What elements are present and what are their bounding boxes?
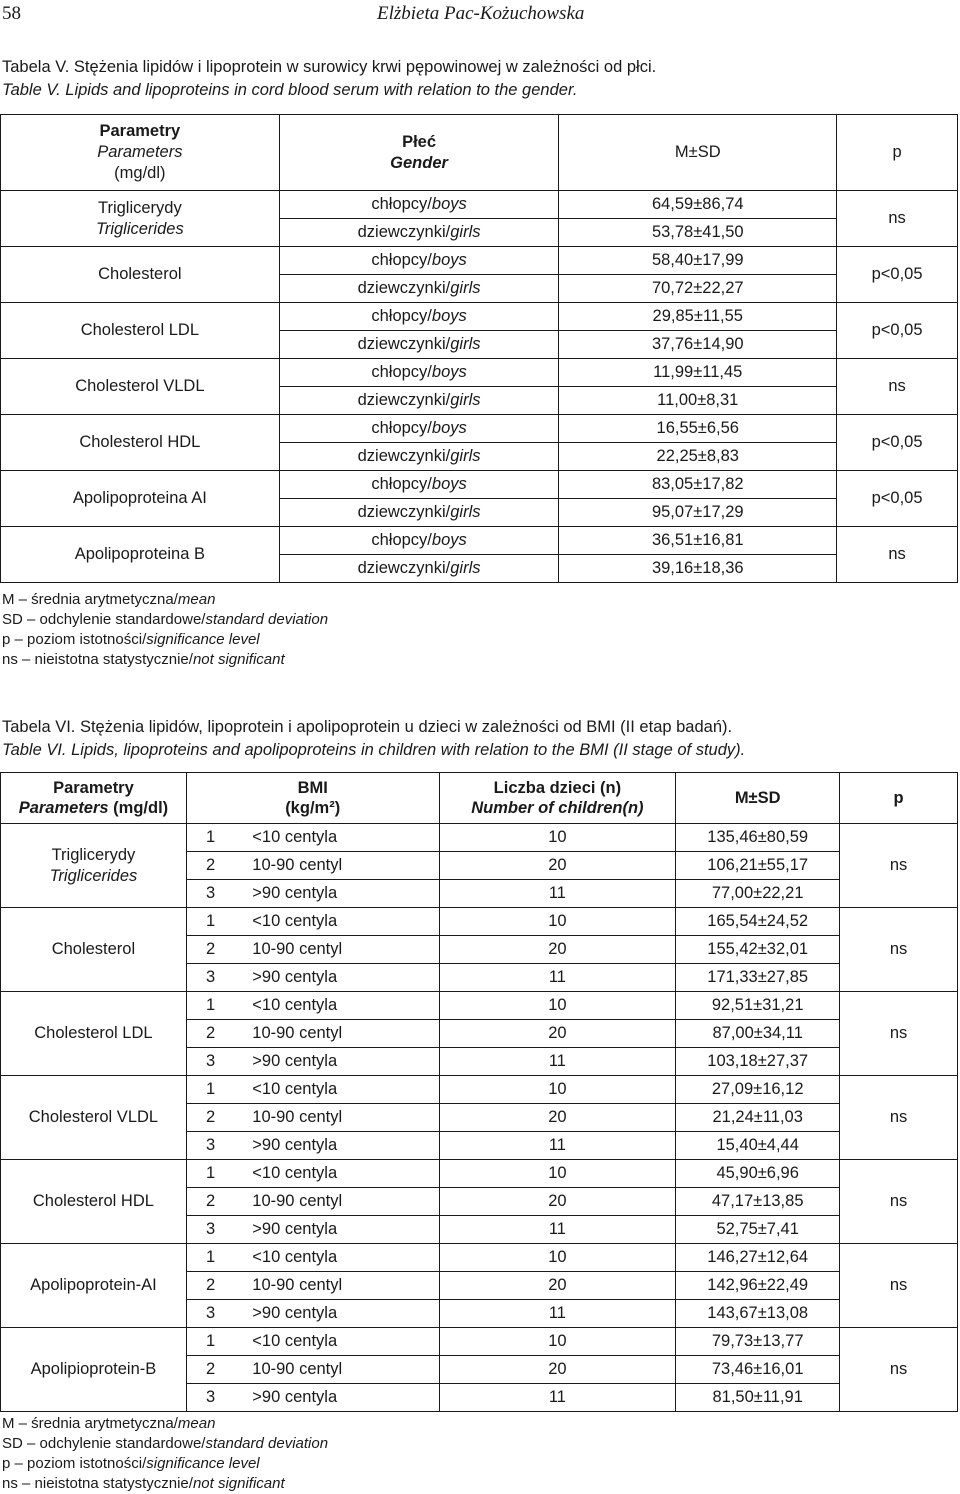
children-count: 20: [439, 1188, 676, 1216]
children-count: 11: [439, 1216, 676, 1244]
table6-header-row: [1, 773, 958, 824]
legend-text-en: not significant: [192, 1475, 285, 1492]
gender-pl: dziewczynki/: [357, 447, 451, 465]
gender-en: boys: [431, 195, 467, 213]
bmi-group-label: 10-90 centyl: [234, 852, 439, 880]
parameter-name: [1, 359, 280, 415]
gender-en: boys: [431, 475, 467, 493]
msd-value: 165,54±24,52: [676, 908, 840, 936]
table5-legend: [2, 590, 328, 670]
msd-value: 45,90±6,96: [676, 1160, 840, 1188]
bmi-group-number: 3: [186, 1048, 234, 1076]
gender-en: girls: [450, 559, 481, 577]
parameter-name: [1, 1160, 187, 1244]
bmi-group-label: 10-90 centyl: [234, 1104, 439, 1132]
bmi-group-label: >90 centyla: [234, 1048, 439, 1076]
gender-cell: [279, 471, 559, 499]
parameter-name: [1, 992, 187, 1076]
msd-value: 70,72±22,27: [559, 275, 837, 303]
gender-en: girls: [450, 279, 481, 297]
msd-value: 92,51±31,21: [676, 992, 840, 1020]
msd-value: 21,24±11,03: [676, 1104, 840, 1132]
bmi-group-label: 10-90 centyl: [234, 1356, 439, 1384]
parameter-name-pl: Cholesterol LDL: [34, 1024, 153, 1042]
gender-cell: [279, 527, 559, 555]
table6-header-count: Liczba dzieci (n) Number of children(n): [439, 773, 676, 824]
bmi-group-label: >90 centyla: [234, 1300, 439, 1328]
bmi-group-label: <10 centyla: [234, 824, 439, 852]
children-count: 11: [439, 964, 676, 992]
children-count: 11: [439, 1048, 676, 1076]
msd-value: 47,17±13,85: [676, 1188, 840, 1216]
bmi-group-number: 1: [186, 824, 234, 852]
bmi-group-label: >90 centyla: [234, 1132, 439, 1160]
gender-cell: [279, 415, 559, 443]
parameter-name: [1, 247, 280, 303]
msd-value: 142,96±22,49: [676, 1272, 840, 1300]
gender-pl: chłopcy/: [371, 475, 432, 493]
msd-value: 155,42±32,01: [676, 936, 840, 964]
table-row: [1, 415, 958, 443]
msd-value: 27,09±16,12: [676, 1076, 840, 1104]
legend-text-en: significance level: [146, 1455, 260, 1472]
table-row: [1, 824, 958, 852]
gender-pl: dziewczynki/: [357, 559, 451, 577]
parameter-name: [1, 527, 280, 583]
children-count: 20: [439, 1272, 676, 1300]
bmi-group-number: 3: [186, 964, 234, 992]
msd-value: 87,00±34,11: [676, 1020, 840, 1048]
parameter-name: [1, 1076, 187, 1160]
gender-en: girls: [450, 447, 481, 465]
children-count: 20: [439, 936, 676, 964]
gender-cell: [279, 555, 559, 583]
gender-pl: dziewczynki/: [357, 279, 451, 297]
bmi-group-number: 2: [186, 1272, 234, 1300]
p-value: ns: [837, 359, 958, 415]
parameter-name-pl: Apolipioprotein-B: [30, 1360, 157, 1378]
parameter-name-pl: Apolipoproteina AI: [72, 489, 207, 507]
parameter-name-pl: Cholesterol LDL: [80, 321, 199, 339]
children-count: 20: [439, 1020, 676, 1048]
children-count: 20: [439, 1356, 676, 1384]
bmi-group-number: 3: [186, 1300, 234, 1328]
legend-text-pl: M – średnia arytmetyczna/: [2, 591, 178, 608]
legend-item: [2, 630, 328, 650]
gender-cell: [279, 359, 559, 387]
table5-caption-pl: Tabela V. Stężenia lipidów i lipoprotein w surowicy krwi pępowinowej w zależności od płci.: [2, 58, 657, 76]
table5-header-parameters: Parametry Parameters (mg/dl): [1, 115, 280, 191]
legend-item: [2, 1474, 328, 1494]
bmi-group-label: 10-90 centyl: [234, 1272, 439, 1300]
gender-pl: chłopcy/: [371, 363, 432, 381]
table6-header-msd: M±SD: [676, 773, 840, 824]
gender-cell: [279, 191, 559, 219]
children-count: 20: [439, 1104, 676, 1132]
gender-en: girls: [450, 503, 481, 521]
legend-text-pl: p – poziom istotności/: [2, 1455, 147, 1472]
children-count: 11: [439, 1132, 676, 1160]
msd-value: 16,55±6,56: [559, 415, 837, 443]
parameter-name-pl: Cholesterol VLDL: [28, 1108, 159, 1126]
children-count: 10: [439, 824, 676, 852]
gender-pl: chłopcy/: [371, 419, 432, 437]
bmi-group-label: >90 centyla: [234, 880, 439, 908]
gender-pl: dziewczynki/: [357, 503, 451, 521]
children-count: 10: [439, 1076, 676, 1104]
gender-pl: dziewczynki/: [357, 391, 451, 409]
children-count: 10: [439, 1160, 676, 1188]
gender-cell: [279, 303, 559, 331]
gender-en: girls: [450, 223, 481, 241]
parameter-name-pl: Cholesterol HDL: [79, 433, 201, 451]
msd-value: 103,18±27,37: [676, 1048, 840, 1076]
bmi-group-label: <10 centyla: [234, 1076, 439, 1104]
gender-pl: chłopcy/: [371, 195, 432, 213]
legend-item: [2, 650, 328, 670]
bmi-group-label: 10-90 centyl: [234, 1020, 439, 1048]
bmi-group-number: 2: [186, 936, 234, 964]
gender-cell: [279, 219, 559, 247]
table-row: [1, 303, 958, 331]
bmi-group-number: 3: [186, 1132, 234, 1160]
parameter-name-pl: Cholesterol: [98, 265, 182, 283]
legend-item: [2, 610, 328, 630]
children-count: 20: [439, 852, 676, 880]
bmi-group-number: 1: [186, 908, 234, 936]
parameter-name: [1, 303, 280, 359]
parameter-name: [1, 191, 280, 247]
msd-value: 73,46±16,01: [676, 1356, 840, 1384]
p-value: ns: [840, 1076, 958, 1160]
parameter-name-pl: Triglicerydy: [97, 198, 182, 217]
legend-item: [2, 1454, 328, 1474]
bmi-group-label: <10 centyla: [234, 1160, 439, 1188]
parameter-name-en: Triglicerides: [49, 866, 138, 885]
bmi-group-label: 10-90 centyl: [234, 1188, 439, 1216]
table-row: [1, 359, 958, 387]
p-value: ns: [837, 191, 958, 247]
msd-value: 22,25±8,83: [559, 443, 837, 471]
table-row: [1, 527, 958, 555]
bmi-group-label: >90 centyla: [234, 964, 439, 992]
gender-en: boys: [431, 419, 467, 437]
bmi-group-label: >90 centyla: [234, 1384, 439, 1412]
msd-value: 64,59±86,74: [559, 191, 837, 219]
gender-pl: dziewczynki/: [357, 223, 451, 241]
msd-value: 37,76±14,90: [559, 331, 837, 359]
table-row: [1, 908, 958, 936]
parameter-name: [1, 1244, 187, 1328]
legend-text-en: standard deviation: [205, 1435, 329, 1452]
msd-value: 81,50±11,91: [676, 1384, 840, 1412]
bmi-group-label: <10 centyla: [234, 1328, 439, 1356]
table-row: [1, 191, 958, 219]
legend-text-pl: SD – odchylenie standardowe/: [2, 611, 206, 628]
p-value: ns: [840, 1244, 958, 1328]
msd-value: 146,27±12,64: [676, 1244, 840, 1272]
children-count: 10: [439, 1244, 676, 1272]
bmi-group-number: 1: [186, 1328, 234, 1356]
msd-value: 58,40±17,99: [559, 247, 837, 275]
table6-header-bmi: BMI (kg/m²): [186, 773, 439, 824]
gender-en: boys: [431, 363, 467, 381]
p-value: p<0,05: [837, 247, 958, 303]
bmi-group-number: 2: [186, 1104, 234, 1132]
table6-caption-en: Table VI. Lipids, lipoproteins and apolipoproteins in children with relation to the BMI (II stage of study).: [2, 741, 746, 759]
page-number: 58: [2, 3, 21, 24]
legend-item: [2, 1414, 328, 1434]
legend-text-en: mean: [177, 591, 216, 608]
parameter-name: [1, 1328, 187, 1412]
gender-pl: chłopcy/: [371, 531, 432, 549]
table5-header-row: [1, 115, 958, 191]
msd-value: 83,05±17,82: [559, 471, 837, 499]
bmi-group-number: 3: [186, 880, 234, 908]
table5-header-p: p: [837, 115, 958, 191]
gender-en: boys: [431, 531, 467, 549]
msd-value: 15,40±4,44: [676, 1132, 840, 1160]
bmi-group-number: 2: [186, 1356, 234, 1384]
table-row: [1, 471, 958, 499]
p-value: ns: [840, 992, 958, 1076]
legend-text-en: significance level: [146, 631, 260, 648]
p-value: p<0,05: [837, 471, 958, 527]
bmi-group-label: <10 centyla: [234, 1244, 439, 1272]
legend-text-pl: p – poziom istotności/: [2, 631, 147, 648]
children-count: 10: [439, 992, 676, 1020]
msd-value: 143,67±13,08: [676, 1300, 840, 1328]
msd-value: 95,07±17,29: [559, 499, 837, 527]
bmi-group-label: <10 centyla: [234, 908, 439, 936]
children-count: 11: [439, 1300, 676, 1328]
table5-header-gender: Płeć Gender: [279, 115, 559, 191]
bmi-group-label: 10-90 centyl: [234, 936, 439, 964]
legend-item: [2, 590, 328, 610]
gender-cell: [279, 499, 559, 527]
gender-cell: [279, 331, 559, 359]
table6: [0, 772, 958, 1412]
parameter-name-pl: Apolipoprotein-AI: [30, 1276, 157, 1294]
legend-text-pl: SD – odchylenie standardowe/: [2, 1435, 206, 1452]
bmi-group-label: <10 centyla: [234, 992, 439, 1020]
p-value: ns: [840, 1328, 958, 1412]
parameter-name-en: Triglicerides: [95, 219, 184, 238]
table6-caption-pl: Tabela VI. Stężenia lipidów, lipoprotein i apolipoprotein u dzieci w zależności od BMI (II etap badań).: [2, 718, 733, 736]
p-value: p<0,05: [837, 415, 958, 471]
bmi-group-number: 1: [186, 992, 234, 1020]
parameter-name-pl: Cholesterol HDL: [32, 1192, 154, 1210]
gender-en: girls: [450, 391, 481, 409]
p-value: p<0,05: [837, 303, 958, 359]
msd-value: 77,00±22,21: [676, 880, 840, 908]
msd-value: 106,21±55,17: [676, 852, 840, 880]
gender-cell: [279, 387, 559, 415]
bmi-group-number: 1: [186, 1076, 234, 1104]
parameter-name: [1, 415, 280, 471]
bmi-group-number: 3: [186, 1216, 234, 1244]
table6-header-parameters: Parametry Parameters (mg/dl): [1, 773, 187, 824]
msd-value: 79,73±13,77: [676, 1328, 840, 1356]
table5: [0, 114, 958, 583]
parameter-name: [1, 824, 187, 908]
bmi-group-label: >90 centyla: [234, 1216, 439, 1244]
legend-item: [2, 1434, 328, 1454]
legend-text-pl: ns – nieistotna statystycznie/: [2, 1475, 193, 1492]
table-row: [1, 1244, 958, 1272]
bmi-group-number: 3: [186, 1384, 234, 1412]
gender-cell: [279, 247, 559, 275]
table6-header-p: p: [840, 773, 958, 824]
table5-caption-en: Table V. Lipids and lipoproteins in cord blood serum with relation to the gender.: [2, 81, 578, 99]
bmi-group-number: 2: [186, 1020, 234, 1048]
p-value: ns: [837, 527, 958, 583]
gender-pl: chłopcy/: [371, 307, 432, 325]
p-value: ns: [840, 824, 958, 908]
bmi-group-number: 2: [186, 1188, 234, 1216]
gender-en: boys: [431, 251, 467, 269]
table5-caption: [2, 56, 656, 102]
parameter-name-pl: Cholesterol VLDL: [75, 377, 205, 395]
parameter-name: [1, 471, 280, 527]
gender-pl: dziewczynki/: [357, 335, 451, 353]
children-count: 11: [439, 880, 676, 908]
msd-value: 11,99±11,45: [559, 359, 837, 387]
msd-value: 52,75±7,41: [676, 1216, 840, 1244]
bmi-group-number: 1: [186, 1160, 234, 1188]
table-row: [1, 247, 958, 275]
msd-value: 39,16±18,36: [559, 555, 837, 583]
msd-value: 29,85±11,55: [559, 303, 837, 331]
msd-value: 36,51±16,81: [559, 527, 837, 555]
gender-en: girls: [450, 335, 481, 353]
gender-pl: chłopcy/: [371, 251, 432, 269]
table-row: [1, 1160, 958, 1188]
table6-caption: [2, 716, 745, 762]
parameter-name-pl: Cholesterol: [51, 940, 136, 958]
legend-text-en: standard deviation: [205, 611, 329, 628]
legend-text-pl: M – średnia arytmetyczna/: [2, 1415, 178, 1432]
bmi-group-number: 2: [186, 852, 234, 880]
table-row: [1, 1076, 958, 1104]
children-count: 10: [439, 908, 676, 936]
msd-value: 171,33±27,85: [676, 964, 840, 992]
gender-cell: [279, 275, 559, 303]
legend-text-pl: ns – nieistotna statystycznie/: [2, 651, 193, 668]
table5-header-msd: M±SD: [559, 115, 837, 191]
legend-text-en: not significant: [192, 651, 285, 668]
parameter-name-pl: Triglicerydy: [51, 845, 136, 864]
gender-cell: [279, 443, 559, 471]
gender-en: boys: [431, 307, 467, 325]
msd-value: 53,78±41,50: [559, 219, 837, 247]
bmi-group-number: 1: [186, 1244, 234, 1272]
parameter-name: [1, 908, 187, 992]
table-row: [1, 1328, 958, 1356]
table6-legend: [2, 1414, 328, 1494]
running-head-author: Elżbieta Pac-Kożuchowska: [377, 3, 585, 24]
parameter-name-pl: Apolipoproteina B: [74, 545, 205, 563]
table-row: [1, 992, 958, 1020]
children-count: 10: [439, 1328, 676, 1356]
p-value: ns: [840, 1160, 958, 1244]
msd-value: 11,00±8,31: [559, 387, 837, 415]
msd-value: 135,46±80,59: [676, 824, 840, 852]
legend-text-en: mean: [177, 1415, 216, 1432]
children-count: 11: [439, 1384, 676, 1412]
p-value: ns: [840, 908, 958, 992]
